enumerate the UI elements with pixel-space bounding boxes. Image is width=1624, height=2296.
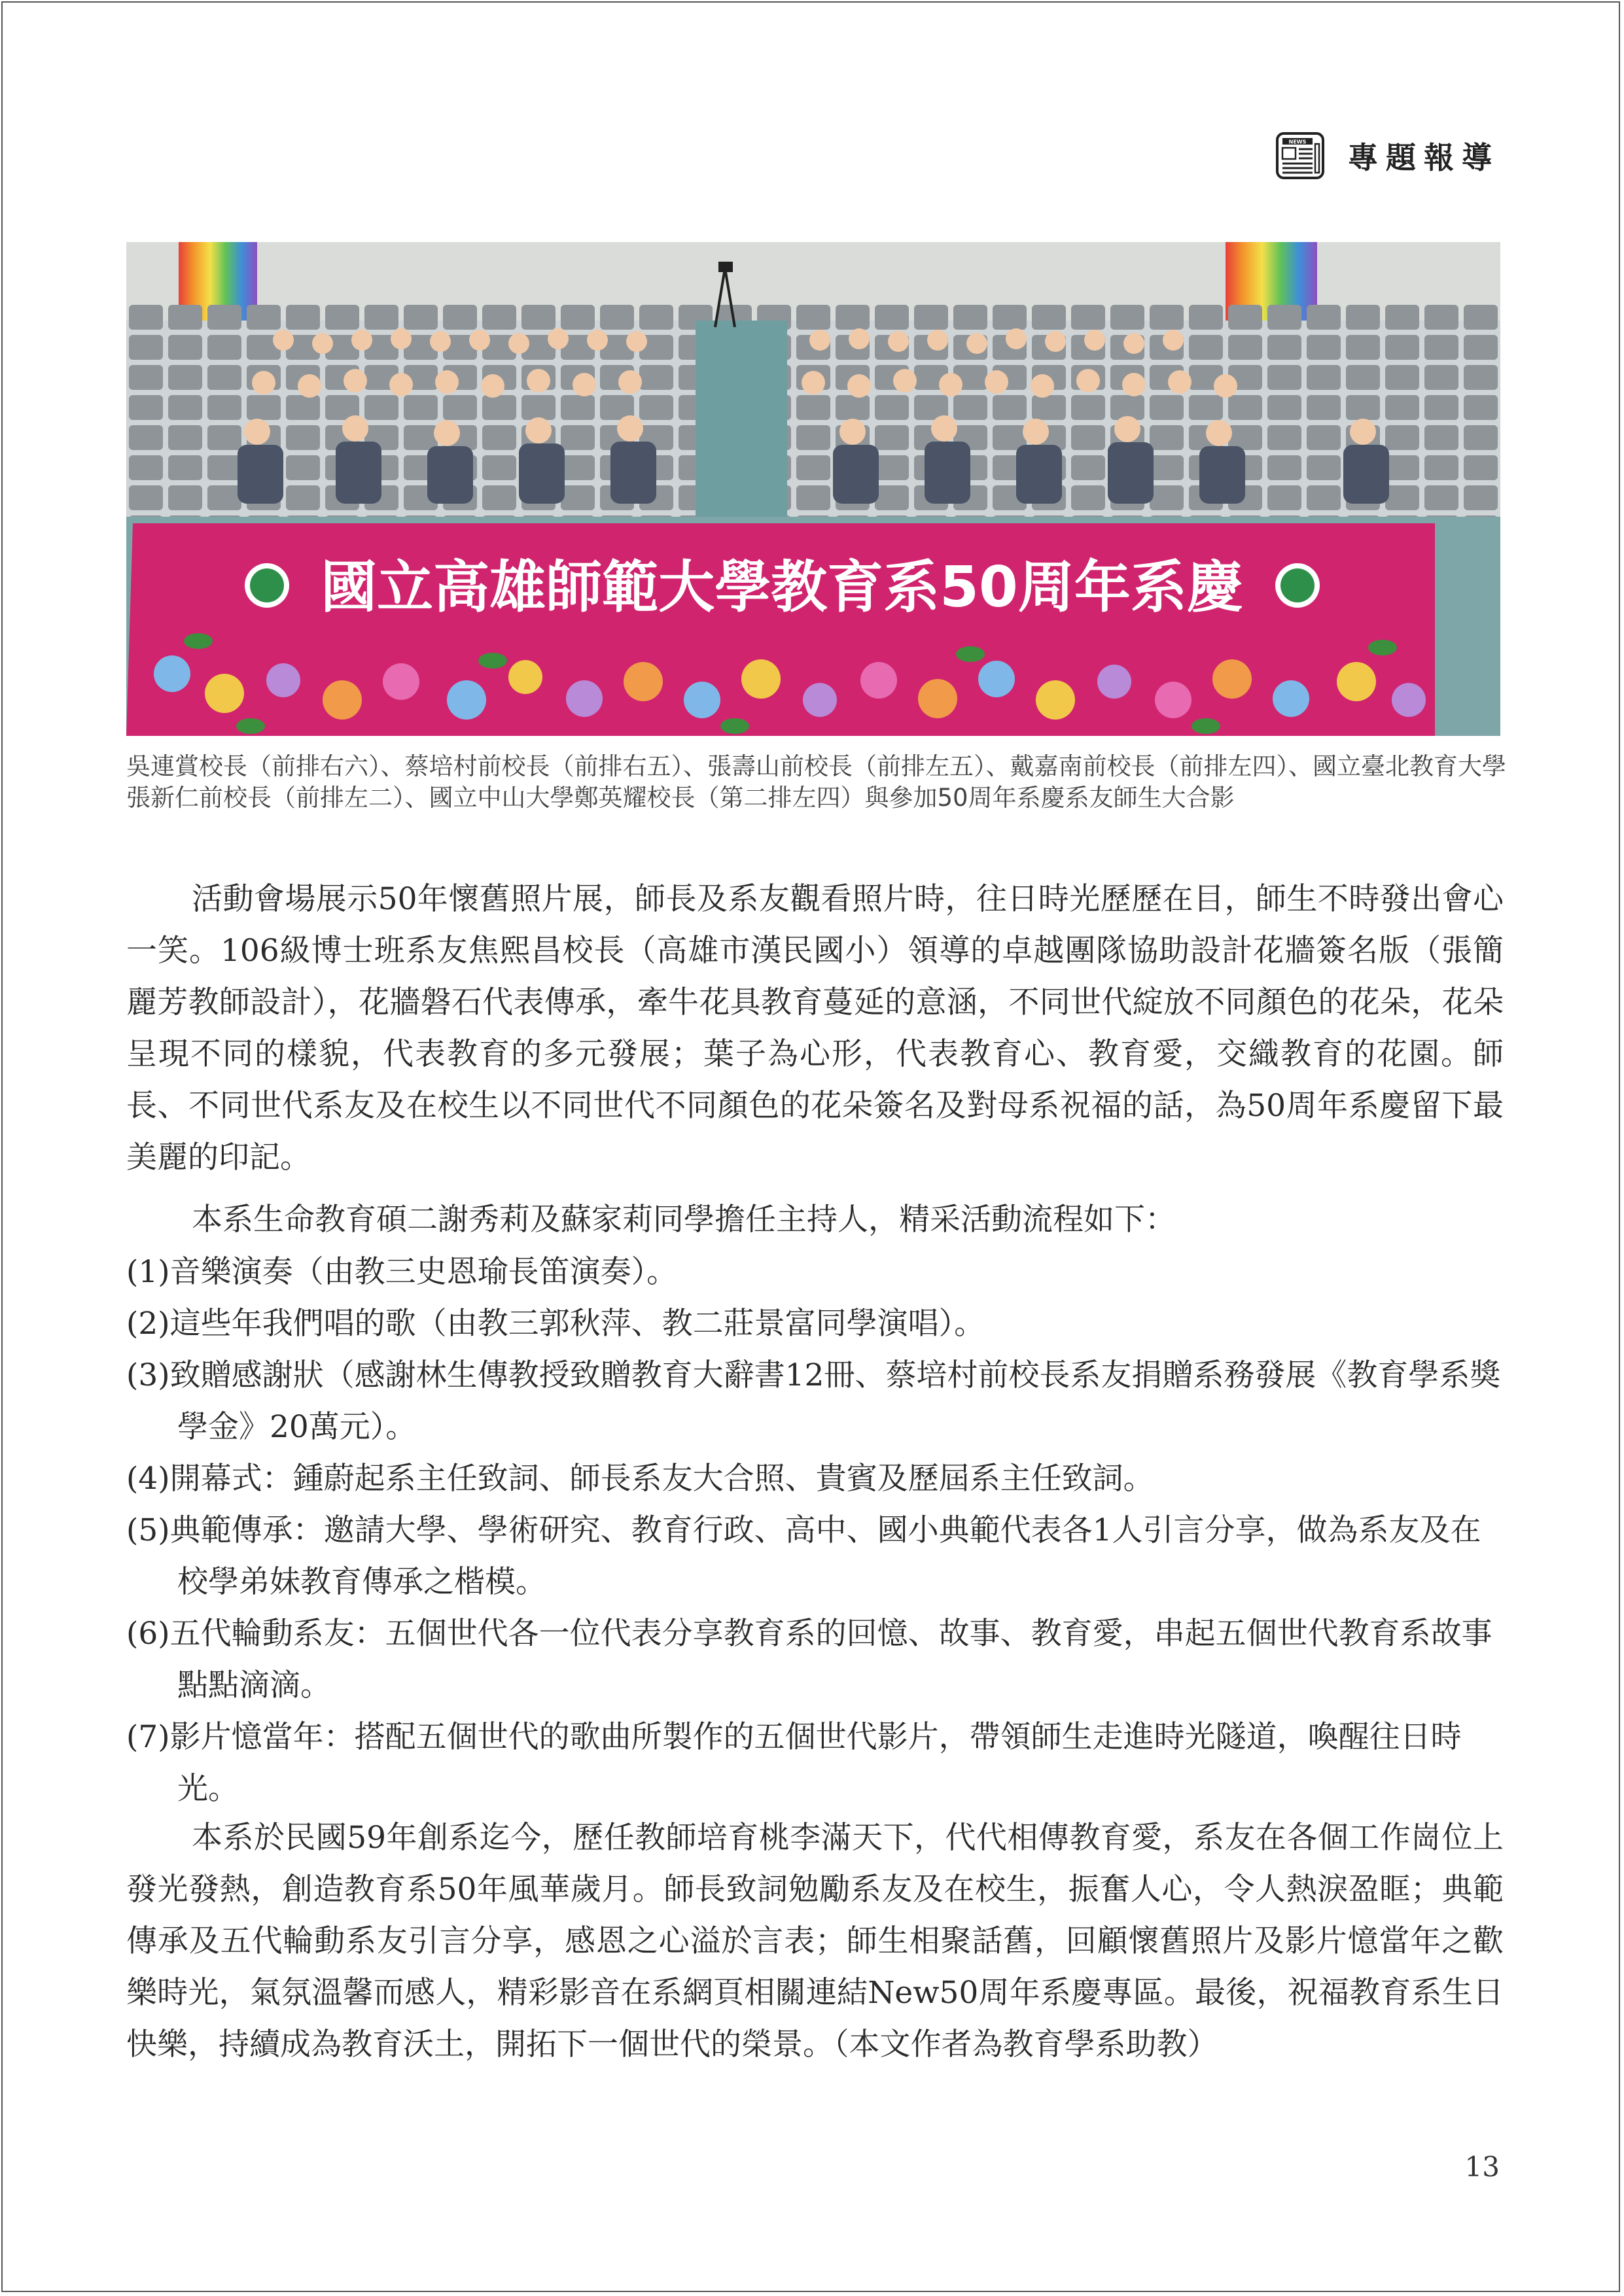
group-photo: [126, 242, 1500, 736]
banner-text: 國立高雄師範大學教育系50周年系慶: [321, 555, 1243, 620]
program-item: (5)典範傳承：邀請大學、學術研究、教育行政、高中、國小典範代表各1人引言分享，做為系友及在校學弟妹教育傳承之楷模。: [126, 1512, 1481, 1600]
program-item: (6)五代輪動系友：五個世代各一位代表分享教育系的回憶、故事、教育愛，串起五個世代教育系故事點點滴滴。: [126, 1616, 1492, 1703]
photo-caption: 吳連賞校長（前排右六）、蔡培村前校長（前排右五）、張壽山前校長（前排左五）、戴嘉南前校長（前排左四）、國立臺北教育大學張新仁前校長（前排左二）、國立中山大學鄭英耀校長（第二排左四）與參加50周年系慶系友師生大合影: [126, 752, 1506, 812]
section-header: [1275, 128, 1500, 183]
program-item: (2)這些年我們唱的歌（由教三郭秋萍、教二莊景富同學演唱）。: [126, 1306, 985, 1342]
paragraph-exhibition: 活動會場展示50年懷舊照片展，師長及系友觀看照片時，往日時光歷歷在目，師生不時發出會心一笑。106級博士班系友焦熙昌校長（高雄市漢民國小）領導的卓越團隊協助設計花牆簽名版（張簡麗芳教師設計），花牆磐石代表傳承，牽牛花具教育蔓延的意涵，不同世代綻放不同顏色的花朵，花朵呈現不同的樣貌，代表教育的多元發展；葉子為心形，代表教育心、教育愛，交織教育的花園。師長、不同世代系友及在校生以不同世代不同顏色的花朵簽名及對母系祝福的話，為50周年系慶留下最美麗的印記。: [126, 881, 1504, 1175]
program-list: [126, 1246, 1507, 1815]
program-item: (1)音樂演奏（由教三史恩瑜長笛演奏）。: [126, 1254, 678, 1290]
program-item: (3)致贈感謝狀（感謝林生傳教授致贈教育大辭書12冊、蔡培村前校長系友捐贈系務發展《教育學系獎學金》20萬元）。: [126, 1357, 1501, 1445]
svg-text:NEWS: NEWS: [1288, 139, 1307, 145]
program-item: (4)開幕式：鍾蔚起系主任致詞、師長系友大合照、貴賓及歷屆系主任致詞。: [126, 1461, 1154, 1497]
newspaper-icon: [1275, 131, 1326, 181]
group-photo-illustration: [126, 242, 1500, 736]
section-title: 專題報導: [1348, 140, 1500, 175]
paragraph-program-intro: 本系生命教育碩二謝秀莉及蘇家莉同學擔任主持人，精采活動流程如下：: [192, 1202, 1176, 1238]
program-item: (7)影片憶當年：搭配五個世代的歌曲所製作的五個世代影片，帶領師生走進時光隧道，喚醒往日時光。: [126, 1719, 1462, 1807]
page-number: 13: [1464, 2151, 1500, 2183]
paragraph-conclusion: 本系於民國59年創系迄今，歷任教師培育桃李滿天下，代代相傳教育愛，系友在各個工作崗位上發光發熱，創造教育系50年風華歲月。師長致詞勉勵系友及在校生，振奮人心，令人熱淚盈眶；典範傳承及五代輪動系友引言分享，感恩之心溢於言表；師生相聚話舊，回顧懷舊照片及影片憶當年之歡樂時光，氣氛溫馨而感人，精彩影音在系網頁相關連結New50周年系慶專區。最後，祝福教育系生日快樂，持續成為教育沃土，開拓下一個世代的榮景。（本文作者為教育學系助教）: [126, 1820, 1504, 2062]
